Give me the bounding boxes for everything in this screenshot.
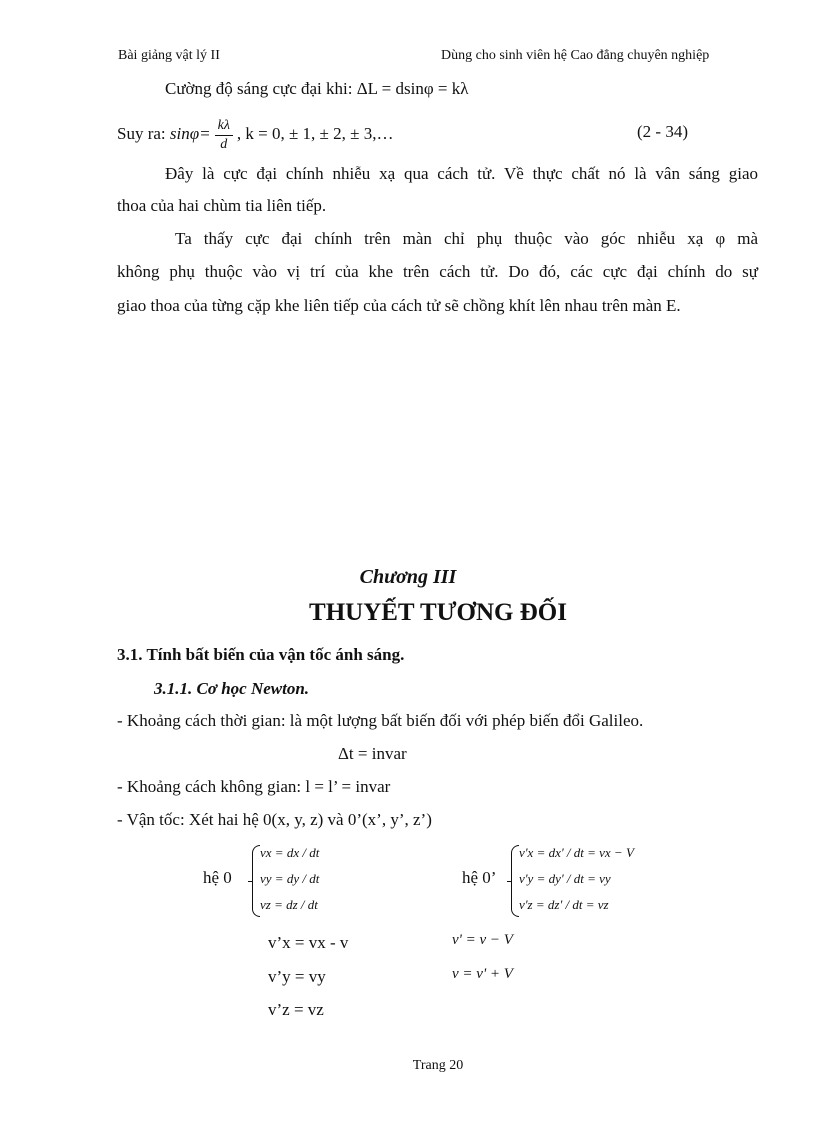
bullet-space-interval: - Khoảng cách không gian: l = l’ = invar <box>117 777 391 796</box>
system-0-equations <box>260 840 319 918</box>
vx-equation: vx = dx / dt <box>260 845 320 860</box>
max-intensity-line: Cường độ sáng cực đại khi: ΔL = dsinφ = kλ <box>165 79 469 98</box>
vy-transform: v’y = vy <box>268 967 326 986</box>
chapter-title: THUYẾT TƯƠNG ĐỐI <box>309 599 567 626</box>
k-values: , k = 0, ± 1, ± 2, ± 3,… <box>236 124 394 143</box>
paragraph-line-2: thoa của hai chùm tia liên tiếp. <box>117 196 327 215</box>
paragraph-line-5: giao thoa của từng cặp khe liên tiếp của cách tử sẽ chồng khít lên nhau trên màn E. <box>117 296 681 315</box>
fraction-numerator: kλ <box>215 117 233 136</box>
vector-transform-2: v = v' + V <box>452 966 513 982</box>
suy-ra-label: Suy ra: <box>117 124 170 143</box>
paragraph-line-4: không phụ thuộc vào vị trí của khe trên cách tử. Do đó, các cực đại chính do sự <box>117 262 758 281</box>
vy-equation: vy = dy / dt <box>260 871 320 886</box>
section-heading: 3.1. Tính bất biến của vận tốc ánh sáng. <box>117 645 405 664</box>
vx-transform: v’x = vx - v <box>268 933 349 952</box>
bullet-time-interval: - Khoảng cách thời gian: là một lượng bất biến đối với phép biến đổi Galileo. <box>117 711 644 730</box>
paragraph-line-1: Đây là cực đại chính nhiễu xạ qua cách tử. Về thực chất nó là vân sáng giao <box>165 164 758 183</box>
right-brace <box>511 845 519 917</box>
fraction-denominator: d <box>220 136 228 152</box>
vz-prime-equation: v'z = dz' / dt = vz <box>519 897 609 912</box>
vz-equation: vz = dz / dt <box>260 897 318 912</box>
sin-phi: sinφ= <box>169 124 211 143</box>
vz-transform: v’z = vz <box>268 1000 324 1019</box>
chapter-label: Chương III <box>359 566 457 588</box>
paragraph-line-3: Ta thấy cực đại chính trên màn chỉ phụ thuộc vào góc nhiễu xạ φ mà <box>175 229 758 248</box>
vy-prime-equation: v'y = dy' / dt = vy <box>519 871 611 886</box>
subsection-heading: 3.1.1. Cơ học Newton. <box>154 679 310 698</box>
header-right: Dùng cho sinh viên hệ Cao đẳng chuyên nghiệp <box>441 48 710 63</box>
time-invariant-eq: Δt = invar <box>338 744 407 763</box>
left-brace <box>252 845 260 917</box>
vx-prime-equation: v'x = dx' / dt = vx − V <box>519 845 634 860</box>
formula-line <box>117 114 393 154</box>
bullet-velocity: - Vận tốc: Xét hai hệ 0(x, y, z) và 0’(x’, y’, z’) <box>117 810 432 829</box>
equation-number: (2 - 34) <box>637 122 688 141</box>
system-0-label: hệ 0 <box>203 868 232 887</box>
fraction-k-lambda-over-d <box>215 117 233 154</box>
system-0-prime-equations <box>519 840 634 918</box>
page-number: Trang 20 <box>412 1058 464 1073</box>
vector-transform-1: v' = v − V <box>452 932 513 948</box>
system-0-prime-label: hệ 0’ <box>462 868 497 887</box>
header-left: Bài giảng vật lý II <box>118 48 220 63</box>
